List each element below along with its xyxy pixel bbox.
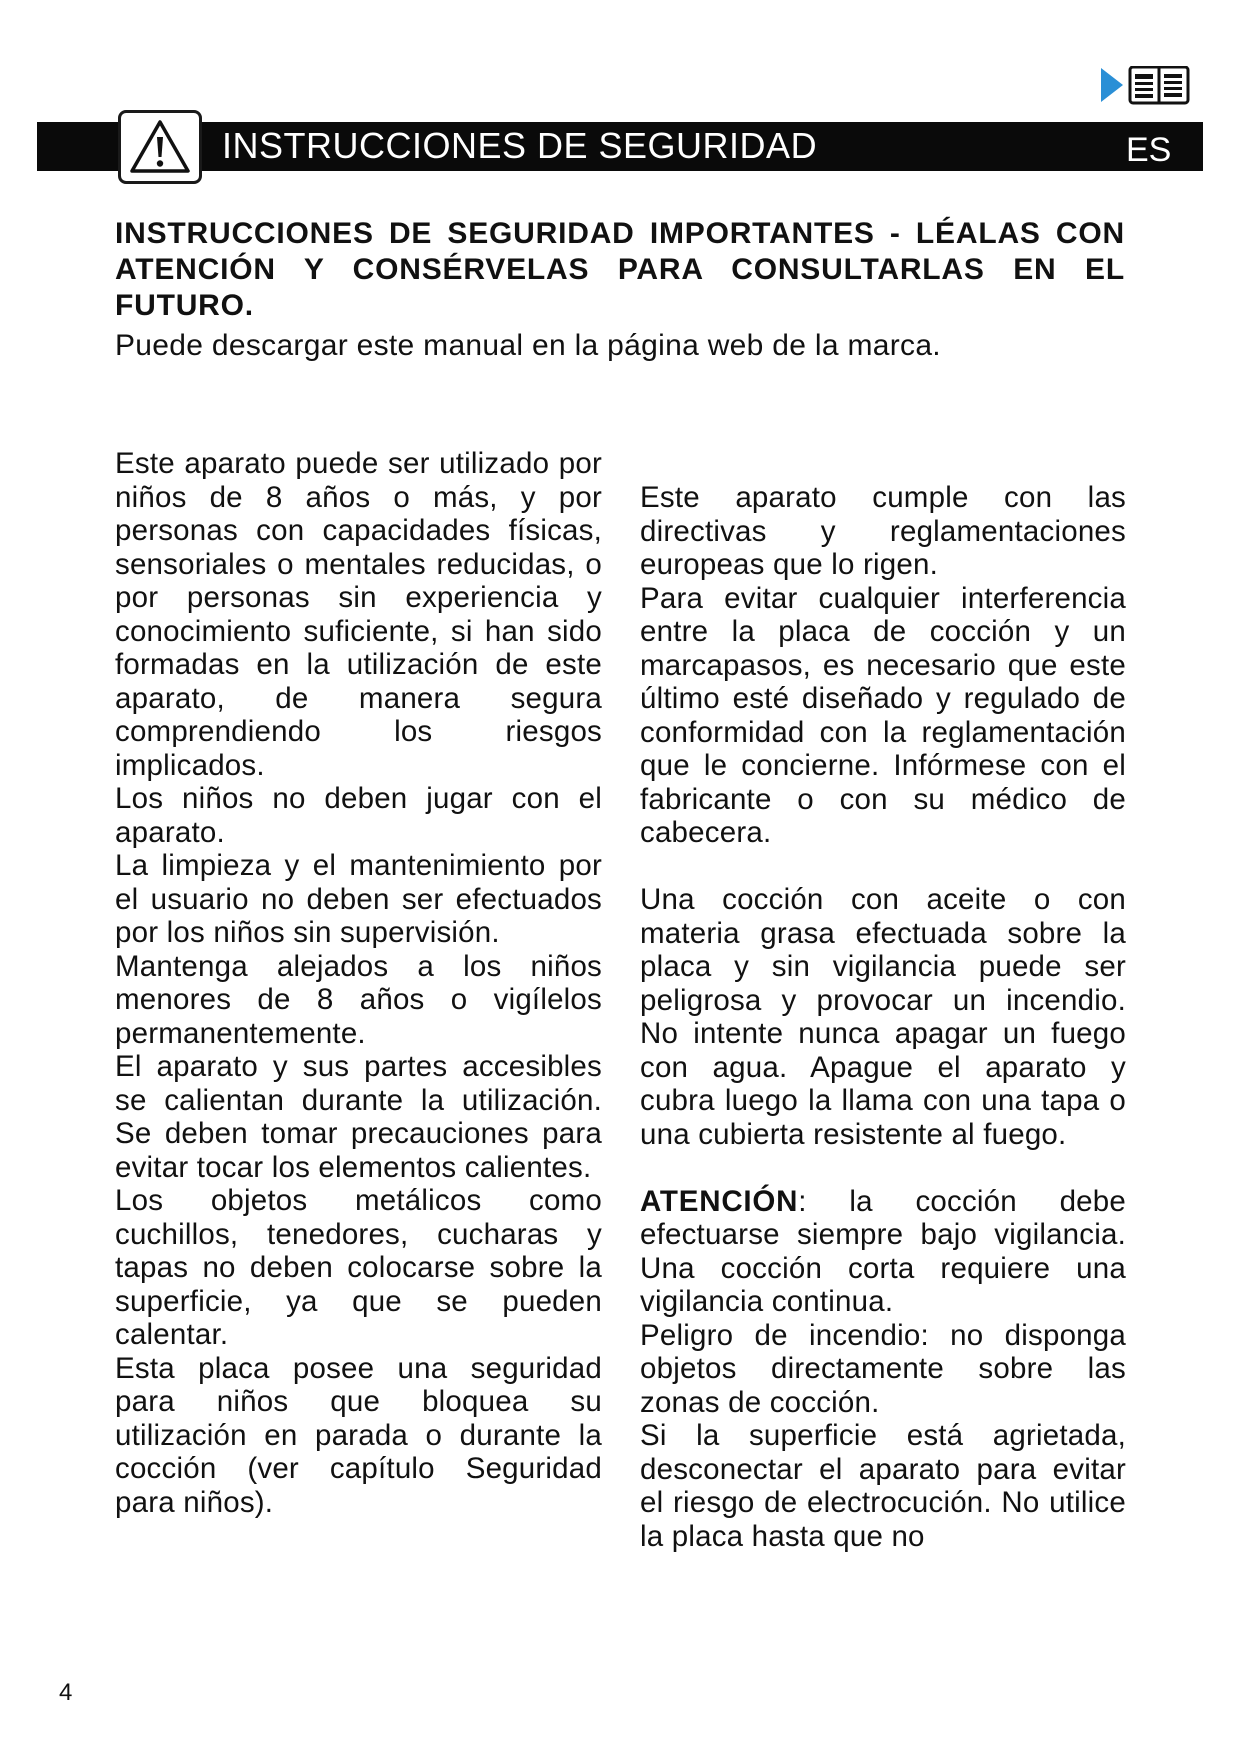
warning-badge [118, 110, 202, 184]
paragraph-hot-parts: El aparato y sus partes accesibles se calientan durante la utilización. Se deben tomar precauciones para evitar tocar los elementos calientes. [115, 1050, 602, 1184]
page-number: 4 [59, 1679, 73, 1706]
paragraph-fire: Una cocción con aceite o con materia grasa efectuada sobre la placa y sin vigilancia puede ser peligrosa y provocar un incendio. No intente nunca apagar un fuego con agua. Apague el aparato y cubra luego la llama con una tapa o una cubierta resistente al fuego. [640, 883, 1126, 1151]
paragraph-cracked-surface: Si la superficie está agrietada, desconectar el aparato para evitar el riesgo de electrocución. No utilice la placa hasta que no [640, 1419, 1126, 1553]
paragraph-child-lock: Esta placa posee una seguridad para niños que bloquea su utilización en parada o durante la cocción (ver capítulo Seguridad para niños). [115, 1351, 602, 1519]
paragraph-usage-by-children: Este aparato puede ser utilizado por niños de 8 años o más, y por personas con capacidades físicas, sensoriales o mentales reducidas, o por personas sin experiencia y conocimiento suficiente, si han sido formadas en la utilización de este aparato, de manera segura comprendiendo los riesgos implicados. [115, 447, 602, 782]
attention-label: ATENCIÓN [640, 1184, 799, 1218]
download-note: Puede descargar este manual en la página web de la marca. [115, 329, 941, 362]
right-column [640, 481, 1126, 1553]
page-title: INSTRUCCIONES DE SEGURIDAD [222, 125, 818, 166]
paragraph-fire-risk: Peligro de incendio: no disponga objetos directamente sobre las zonas de cocción. [640, 1318, 1126, 1419]
warning-triangle-icon [127, 117, 193, 177]
paragraph-pacemaker: Para evitar cualquier interferencia entre la placa de cocción y un marcapasos, es necesario que este último esté diseñado y regulado de conformidad con la reglamentación que le concierne. Infórmese con el fabricante o con su médico de cabecera. [640, 581, 1126, 849]
paragraph-metal-objects: Los objetos metálicos como cuchillos, tenedores, cucharas y tapas no deben colocarse sobre la superficie, ya que se pueden calentar. [115, 1184, 602, 1351]
top-icons-graphic [1098, 66, 1198, 106]
manual-book-icon [1130, 67, 1188, 103]
play-arrow-icon [1101, 68, 1123, 102]
top-icons [1098, 66, 1198, 106]
paragraph-no-play: Los niños no deben jugar con el aparato. [115, 782, 602, 849]
paragraph-directives: Este aparato cumple con las directivas y reglamentaciones europeas que lo rigen. [640, 481, 1126, 581]
paragraph-keep-away: Mantenga alejados a los niños menores de 8 años o vigílelos permanentemente. [115, 949, 602, 1050]
paragraph-cleaning: La limpieza y el mantenimiento por el usuario no deben ser efectuados por los niños sin supervisión. [115, 849, 602, 949]
attention-text: : la cocción debe efectuarse siempre bajo vigilancia. Una cocción corta requiere una vigilancia continua. [640, 1184, 1126, 1318]
intro-block [115, 216, 1125, 365]
paragraph-attention [640, 1185, 1126, 1319]
language-code: ES [1126, 131, 1172, 169]
important-heading: INSTRUCCIONES DE SEGURIDAD IMPORTANTES - LÉALAS CON ATENCIÓN Y CONSÉRVELAS PARA CONSULTARLAS EN EL FUTURO. [115, 217, 1125, 322]
left-column [115, 447, 602, 1519]
